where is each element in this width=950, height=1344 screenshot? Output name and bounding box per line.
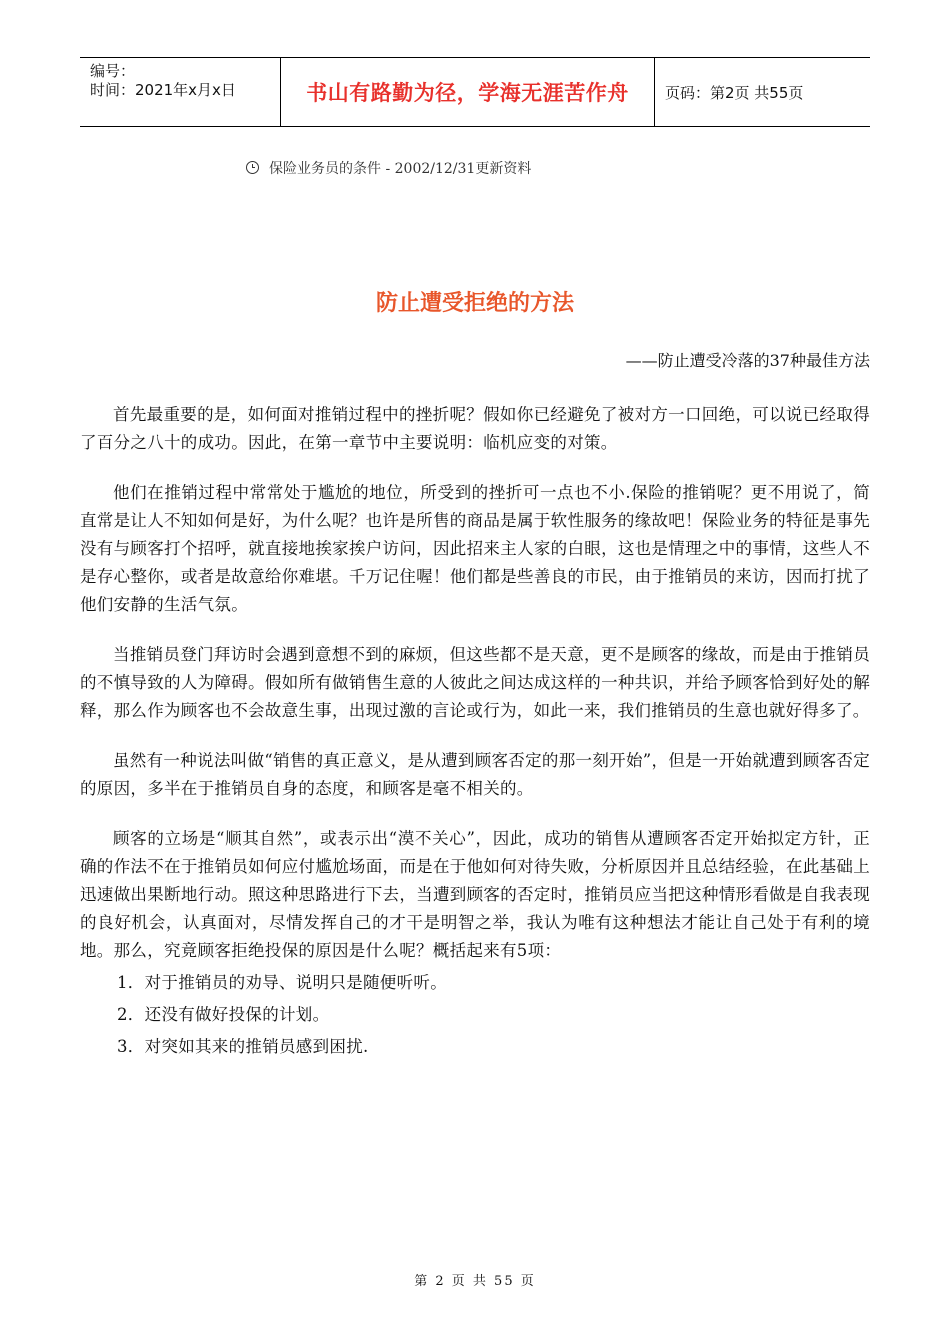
list-item: 3．对突如其来的推销员感到困扰. <box>117 1037 369 1056</box>
source-text: 保险业务员的条件 - 2002/12/31更新资料 <box>269 161 532 177</box>
number-label: 编号： <box>90 62 136 80</box>
date-label: 时间：2021年x月x日 <box>90 81 236 99</box>
article-subtitle: ——防止遭受冷落的37种最佳方法 <box>625 351 870 370</box>
list-item: 1．对于推销员的劝导、说明只是随便听听。 <box>117 973 447 992</box>
paragraph: 虽然有一种说法叫做“销售的真正意义，是从遭到顾客否定的那一刻开始”，但是一开始就遭到顾客否定的原因，多半在于推销员自身的态度，和顾客是毫不相关的。 <box>80 751 870 798</box>
paragraph: 顾客的立场是“顺其自然”，或表示出“漠不关心”，因此，成功的销售从遭顾客否定开始拟定方针，正确的作法不在于推销员如何应付尴尬场面，而是在于他如何对待失败，分析原因并且总结经验，在此基础上迅速做出果断地行动。照这种思路进行下去，当遭到顾客的否定时，推销员应当把这种情形看做是自我表现的良好机会，认真面对，尽情发挥自己的才干是明智之举，我认为唯有这种想法才能让自己处于有利的境地。那么，究竟顾客拒绝投保的原因是什么呢？概括起来有5项： <box>80 829 870 960</box>
document-header <box>80 57 870 127</box>
header-page-info: 页码：第2页 共55页 <box>665 83 804 102</box>
paragraph: 首先最重要的是，如何面对推销过程中的挫折呢？假如你已经避免了被对方一口回绝，可以说已经取得了百分之八十的成功。因此，在第一章节中主要说明：临机应变的对策。 <box>80 405 870 452</box>
page-footer: 第 2 页 共 55 页 <box>414 1274 536 1289</box>
paragraph: 他们在推销过程中常常处于尴尬的地位，所受到的挫折可一点也不小.保险的推销呢？更不用说了，简直常是让人不知如何是好，为什么呢？也许是所售的商品是属于软性服务的缘故吧！保险业务的特征是事先没有与顾客打个招呼，就直接地挨家挨户访问，因此招来主人家的白眼，这也是情理之中的事情，这些人不是存心整你，或者是故意给你难堪。千万记住喔！他们都是些善良的市民，由于推销员的来访，因而打扰了他们安静的生活气氛。 <box>80 483 870 614</box>
article-title: 防止遭受拒绝的方法 <box>375 291 574 316</box>
list-item: 2．还没有做好投保的计划。 <box>117 1005 330 1024</box>
header-meta <box>80 58 281 126</box>
header-motto: 书山有路勤为径，学海无涯苦作舟 <box>281 58 655 126</box>
source-line <box>246 158 531 178</box>
reasons-list <box>80 969 870 1061</box>
clock-icon <box>246 161 259 174</box>
article-body <box>80 401 870 1061</box>
paragraph: 当推销员登门拜访时会遇到意想不到的麻烦，但这些都不是天意，更不是顾客的缘故，而是由于推销员的不慎导致的人为障碍。假如所有做销售生意的人彼此之间达成这样的一种共识，并给予顾客恰到好处的解释，那么作为顾客也不会故意生事，出现过激的言论或行为，如此一来，我们推销员的生意也就好得多了。 <box>80 645 870 720</box>
